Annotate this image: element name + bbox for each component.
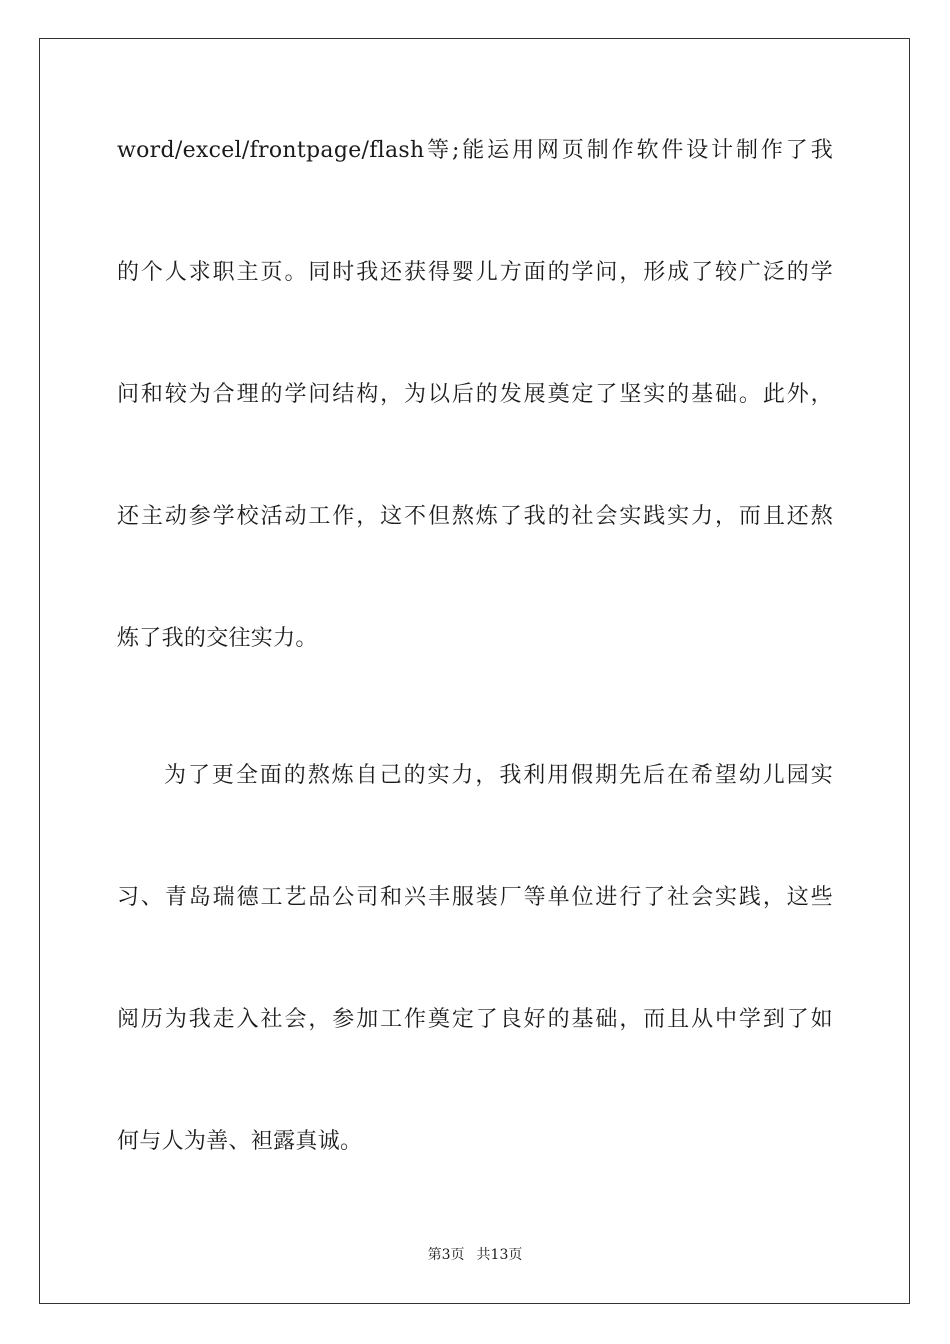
page-number: 第3页 (427, 1247, 465, 1263)
paragraph-line: 为了更全面的熬炼自己的实力，我利用假期先后在希望幼儿园实 (164, 763, 833, 788)
page-total: 共13页 (476, 1247, 523, 1263)
paragraph-line: 何与人为善、袒露真诚。 (117, 1129, 363, 1154)
paragraph-line: word/excel/frontpage/flash等;能运用网页制作软件设计制作了我 (117, 138, 833, 163)
paragraph-line: 问和较为合理的学问结构，为以后的发展奠定了坚实的基础。此外， (117, 382, 833, 407)
paragraph-line: 的个人求职主页。同时我还获得婴儿方面的学问，形成了较广泛的学 (117, 260, 833, 285)
page-footer (0, 1246, 950, 1264)
paragraph-line: 阅历为我走入社会，参加工作奠定了良好的基础，而且从中学到了如 (117, 1007, 833, 1032)
paragraph-line: 习、青岛瑞德工艺品公司和兴丰服装厂等单位进行了社会实践，这些 (117, 885, 833, 910)
page-border (39, 38, 910, 1304)
paragraph-line: 炼了我的交往实力。 (117, 626, 318, 651)
paragraph-line: 还主动参学校活动工作，这不但熬炼了我的社会实践实力，而且还熬 (117, 504, 833, 529)
